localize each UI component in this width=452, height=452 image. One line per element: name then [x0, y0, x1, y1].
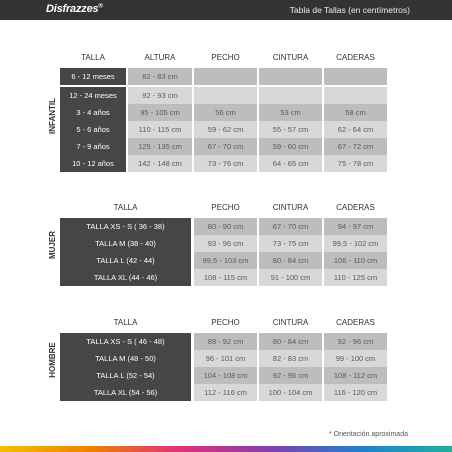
table-cell-caderas: 92 - 96 cm	[324, 333, 387, 350]
table-cell-pecho: 59 - 62 cm	[194, 121, 257, 138]
table-cell-cintura: 80 - 84 cm	[259, 333, 322, 350]
table-cell-cintura: 82 - 83 cm	[259, 350, 322, 367]
col-header-talla: TALLA	[113, 318, 138, 327]
table-cell-talla: TALLA M (38 - 40)	[60, 235, 191, 252]
col-header-pecho: PECHO	[211, 53, 240, 62]
table-cell-pecho: 56 cm	[194, 104, 257, 121]
table-cell-pecho: 104 - 108 cm	[194, 367, 257, 384]
table-cell-cintura: 91 - 100 cm	[259, 269, 322, 286]
table-cell-talla: 7 - 9 años	[60, 138, 126, 155]
table-cell-caderas: 94 - 97 cm	[324, 218, 387, 235]
table-cell-caderas: 99 - 100 cm	[324, 350, 387, 367]
table-cell-cintura: 53 cm	[259, 104, 322, 121]
table-cell-talla: 10 - 12 años	[60, 155, 126, 172]
table-cell-pecho: 93 - 96 cm	[194, 235, 257, 252]
table-cell-talla: 12 - 24 meses	[60, 87, 126, 104]
table-cell-cintura: 59 - 60 cm	[259, 138, 322, 155]
table-cell-caderas: 62 - 64 cm	[324, 121, 387, 138]
infantil-label: INFANTIL	[48, 98, 57, 134]
table-cell-talla: TALLA L (52 - 54)	[60, 367, 191, 384]
col-header-caderas: CADERAS	[336, 318, 375, 327]
table-cell-caderas: 108 - 112 cm	[324, 367, 387, 384]
table-cell-caderas: 75 - 78 cm	[324, 155, 387, 172]
col-header-altura: ALTURA	[144, 53, 176, 62]
col-header-cintura: CINTURA	[272, 318, 309, 327]
col-header-pecho: PECHO	[211, 318, 240, 327]
table-cell-cintura: 100 - 104 cm	[259, 384, 322, 401]
table-cell-altura: 125 - 135 cm	[128, 138, 192, 155]
table-cell-cintura	[259, 87, 322, 104]
table-cell-pecho: 88 - 92 cm	[194, 333, 257, 350]
table-cell-cintura: 92 - 96 cm	[259, 367, 322, 384]
table-cell-caderas: 110 - 125 cm	[324, 269, 387, 286]
table-cell-pecho: 112 - 116 cm	[194, 384, 257, 401]
hombre-label: HOMBRE	[48, 342, 57, 378]
table-cell-pecho: 96 - 101 cm	[194, 350, 257, 367]
table-cell-talla: TALLA XL (54 - 56)	[60, 384, 191, 401]
brand-logo: Disfrazzes®	[46, 3, 103, 15]
table-cell-pecho	[194, 68, 257, 85]
table-cell-caderas: 58 cm	[324, 104, 387, 121]
table-cell-caderas: 99,5 - 102 cm	[324, 235, 387, 252]
top-bar	[0, 0, 452, 20]
table-cell-cintura: 55 - 57 cm	[259, 121, 322, 138]
table-cell-altura: 142 - 148 cm	[128, 155, 192, 172]
table-cell-caderas: 106 - 110 cm	[324, 252, 387, 269]
col-header-cintura: CINTURA	[272, 203, 309, 212]
table-cell-altura: 92 - 93 cm	[128, 87, 192, 104]
table-cell-caderas: 67 - 72 cm	[324, 138, 387, 155]
table-cell-cintura: 67 - 70 cm	[259, 218, 322, 235]
table-cell-caderas: 116 - 120 cm	[324, 384, 387, 401]
table-cell-altura: 95 - 105 cm	[128, 104, 192, 121]
table-cell-talla: 3 - 4 años	[60, 104, 126, 121]
table-cell-pecho: 80 - 90 cm	[194, 218, 257, 235]
table-cell-talla: TALLA M (48 - 50)	[60, 350, 191, 367]
table-cell-pecho	[194, 87, 257, 104]
table-cell-altura: 82 - 83 cm	[128, 68, 192, 85]
page-title: Tabla de Tallas (en centímetros)	[289, 5, 410, 15]
col-header-caderas: CADERAS	[336, 53, 375, 62]
col-header-caderas: CADERAS	[336, 203, 375, 212]
table-cell-talla: TALLA XS - S ( 36 - 38)	[60, 218, 191, 235]
table-cell-talla: TALLA XL (44 - 46)	[60, 269, 191, 286]
table-cell-pecho: 108 - 115 cm	[194, 269, 257, 286]
table-cell-altura: 110 - 115 cm	[128, 121, 192, 138]
mujer-label: MUJER	[48, 231, 57, 260]
table-cell-pecho: 99,5 - 103 cm	[194, 252, 257, 269]
col-header-talla: TALLA	[113, 203, 138, 212]
table-cell-caderas	[324, 68, 387, 85]
table-cell-cintura	[259, 68, 322, 85]
table-cell-talla: TALLA L (42 - 44)	[60, 252, 191, 269]
col-header-talla: TALLA	[81, 53, 105, 62]
table-cell-pecho: 67 - 70 cm	[194, 138, 257, 155]
table-cell-cintura: 80 - 84 cm	[259, 252, 322, 269]
table-cell-caderas	[324, 87, 387, 104]
footer-note: * Orientación aproximada	[329, 431, 408, 438]
table-cell-cintura: 73 - 75 cm	[259, 235, 322, 252]
table-cell-talla: 5 - 6 años	[60, 121, 126, 138]
table-cell-talla: 6 - 12 meses	[60, 68, 126, 85]
table-cell-cintura: 64 - 65 cm	[259, 155, 322, 172]
col-header-pecho: PECHO	[211, 203, 240, 212]
table-cell-talla: TALLA XS - S ( 46 - 48)	[60, 333, 191, 350]
table-cell-pecho: 73 - 76 cm	[194, 155, 257, 172]
col-header-cintura: CINTURA	[272, 53, 309, 62]
color-stripe	[0, 446, 452, 452]
